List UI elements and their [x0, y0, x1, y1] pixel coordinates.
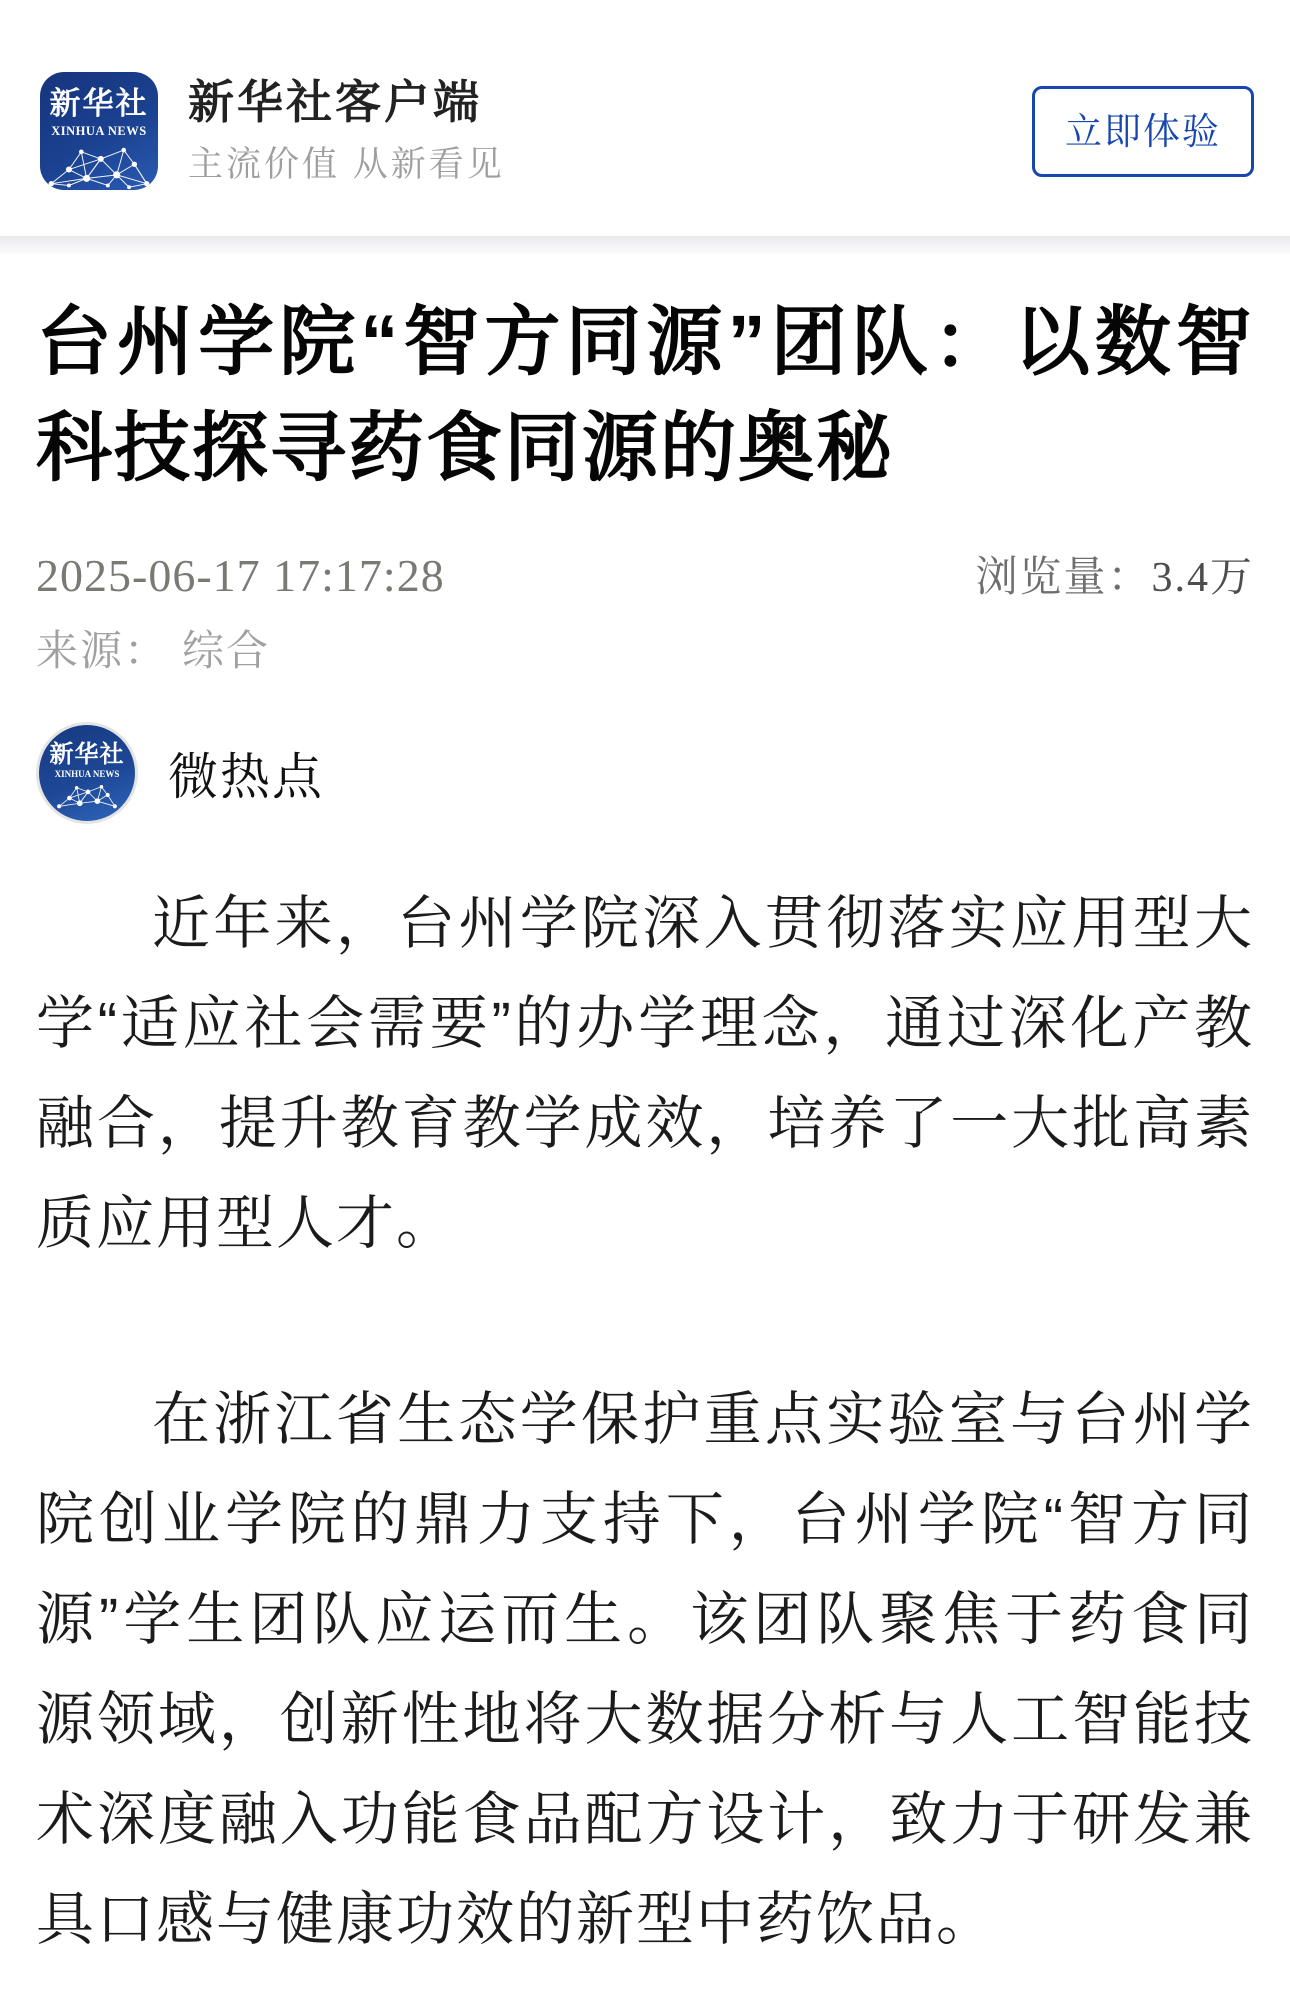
source-label: 来源： [36, 627, 169, 674]
view-count-label: 浏览量： [975, 553, 1152, 600]
avatar-en-text: XINHUA NEWS [54, 769, 120, 779]
avatar-cn-text: 新华社 [49, 741, 125, 768]
article [0, 290, 1290, 1990]
view-count [975, 544, 1254, 604]
header-divider [0, 236, 1290, 254]
meta-row [36, 544, 1254, 604]
author-name: 微热点 [168, 749, 324, 805]
app-info [188, 77, 1032, 184]
open-app-button[interactable]: 立即体验 [1032, 86, 1254, 177]
view-count-value: 3.4万 [1151, 555, 1254, 601]
publish-date: 2025-06-17 17:17:28 [36, 550, 445, 601]
app-subtitle: 主流价值 从新看见 [188, 145, 505, 185]
article-title: 台州学院“智方同源”团队：以数智科技探寻药食同源的奥秘 [36, 300, 1254, 491]
article-paragraph: 近年来，台州学院深入贯彻落实应用型大学“适应社会需要”的办学理念，通过深化产教融合，提升教育教学成效，培养了一大批高素质应用型人才。 [36, 891, 1254, 1256]
network-pattern-icon [56, 782, 118, 810]
source-value: 综合 [182, 627, 271, 674]
source-row [36, 618, 1254, 678]
author-avatar-icon[interactable] [36, 722, 138, 824]
app-banner [0, 0, 1290, 236]
logo-en-text: XINHUA NEWS [51, 123, 147, 138]
author-row[interactable] [36, 722, 1254, 824]
logo-cn-text: 新华社 [49, 86, 149, 121]
app-title: 新华社客户端 [188, 76, 482, 129]
network-pattern-icon [45, 143, 153, 189]
xinhua-app-logo-icon[interactable] [40, 72, 158, 190]
article-paragraph: 在浙江省生态学保护重点实验室与台州学院创业学院的鼎力支持下，台州学院“智方同源”学生团队应运而生。该团队聚焦于药食同源领域，创新性地将大数据分析与人工智能技术深度融入功能食品配方设计，致力于研发兼具口感与健康功效的新型中药饮品。 [36, 1387, 1254, 1952]
